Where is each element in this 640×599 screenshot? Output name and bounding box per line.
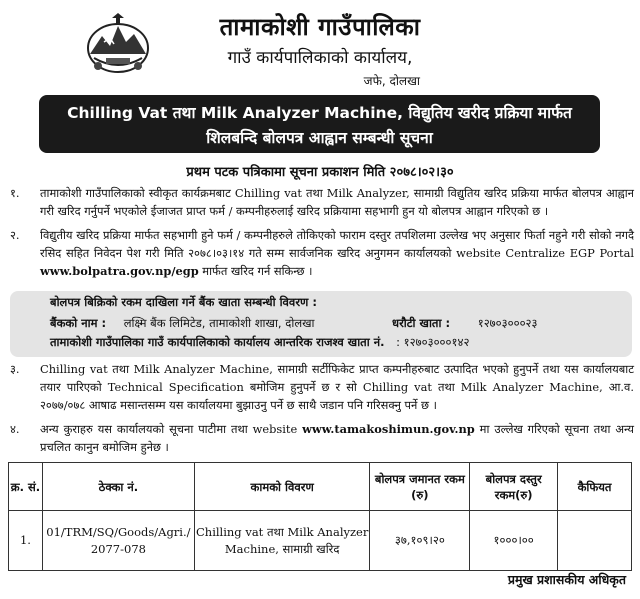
deposit-account-label: धरौटी खाता : [392, 316, 451, 330]
cell-bid-security: ३७,१०९।२० [370, 511, 470, 571]
bank-details-heading: बोलपत्र बिक्रिको रकम दाखिला गर्ने बैंक खाता सम्बन्धी विवरण : [50, 295, 317, 309]
header-bid-security: बोलपत्र जमानत रकम (रु) [370, 463, 470, 511]
paragraph-text: विद्युतीय खरिद प्रक्रिया मार्फत सहभागी हुने फर्म / कम्पनीहरुले तोकिएको फाराम दस्तुर तपशिलमा उल्लेख भए अनुसार फिर्ता नहुने गरी सोको नगदै रसिद सहित निवेदन पेश गरी मिति २०७८।०३।१४ गते सम्म सार्वजनिक खरिद अनुगमन कार्यालयको website Centralize EGP Portal [40, 228, 634, 260]
municipality-website-link[interactable]: www.tamakoshimun.gov.np [302, 422, 475, 436]
revenue-account-value: : १२७०३०००१४२ [396, 335, 470, 349]
letterhead [0, 0, 640, 96]
notice-title-banner [39, 95, 600, 153]
paragraph-1 [10, 184, 634, 220]
cell-bid-fee: १०००।०० [470, 511, 558, 571]
paragraph-text-end: मार्फत खरिद गर्न सकिन्छ । [198, 264, 313, 278]
revenue-account-label: तामाकोशी गाउँपालिका गाउँ कार्यपालिकाको कार्यालय आन्तरिक राजश्व खाता नं. [50, 335, 385, 349]
bank-name-label: बैंकको नाम : [50, 316, 107, 330]
header-serial: क्र. सं. [9, 463, 43, 511]
paragraph-text-end: मा उल्लेख गरिएको सूचना तथा अन्य प्रचलित कानुन बमोजिम हुनेछ । [40, 422, 634, 454]
paragraph-number: २. [10, 228, 20, 242]
header-contract-no: ठेक्का नं. [42, 463, 194, 511]
bank-name-value: लक्ष्मि बैंक लिमिटेड, तामाकोशी शाखा, दोलखा [123, 316, 315, 330]
paragraph-2 [10, 226, 634, 280]
table-header-row [9, 463, 632, 511]
cell-contract-no: 01/TRM/SQ/Goods/Agri./ 2077-078 [42, 511, 194, 571]
cell-description: Chilling vat तथा Milk Analyzer Machine, सामाग्री खरिद [194, 511, 370, 571]
paragraph-number: ३. [10, 362, 20, 376]
table-row [9, 511, 632, 571]
paragraph-number: १. [10, 186, 20, 200]
organization-name: तामाकोशी गाउँपालिका [219, 13, 421, 41]
cell-remarks [558, 511, 632, 571]
office-address: जफे, दोलखा [363, 74, 420, 88]
government-emblem-icon [84, 12, 152, 76]
paragraph-text: अन्य कुराहरु यस कार्यालयको सूचना पाटीमा तथा website [40, 422, 303, 436]
deposit-account-value: १२७०३०००२३ [477, 316, 538, 330]
cell-serial: 1. [9, 511, 43, 571]
tender-table [8, 462, 632, 571]
banner-line-1: Chilling Vat तथा Milk Analyzer Machine, विद्युतिय खरीद प्रक्रिया मार्फत [67, 104, 572, 122]
paragraph-text: Chilling vat तथा Milk Analyzer Machine, सामाग्री सर्टीफिकेट प्राप्त कम्पनीहरुबाट उत्पादित भएको हुनुपर्ने तथा यस कार्यालयबाट तयार पारिएको Technical Specification बमोजिम हुनुपर्ने छ र सो Chilling vat तथा Milk Analyzer Machine, आ.व. २०७७/०७८ आषाढ मसान्तसम्म यस कार्यालयमा बुझाउनु पर्ने छ साथै जडान पनि गरिसक्नु पर्ने छ । [40, 362, 634, 412]
header-bid-fee: बोलपत्र दस्तुर रकम(रु) [470, 463, 558, 511]
paragraph-number: ४. [10, 422, 20, 436]
signatory-title: प्रमुख प्रशासकीय अधिकृत [507, 572, 626, 587]
header-description: कामको विवरण [194, 463, 370, 511]
office-name: गाउँ कार्यपालिकाको कार्यालय, [227, 48, 413, 68]
banner-line-2: शिलबन्दि बोलपत्र आह्वान सम्बन्धी सूचना [206, 129, 433, 147]
bank-details-box [10, 291, 632, 357]
paragraph-text: तामाकोशी गाउँपालिकाको स्वीकृत कार्यक्रमबाट Chilling vat तथा Milk Analyzer, सामाग्री विद्युतिय खरिद प्रक्रिया मार्फत बोलपत्र आह्वान गरी खरिद गर्नुपर्ने भएकोले ईजाजत प्राप्त फर्म / कम्पनीहरुलाई खरिद प्रक्रियामा सहभागी हुन यो बोलपत्र आह्वान गरिएको छ । [40, 186, 634, 218]
header-remarks: कैफियत [558, 463, 632, 511]
paragraph-4 [10, 420, 634, 456]
paragraph-3 [10, 360, 634, 414]
egp-portal-link[interactable]: www.bolpatra.gov.np/egp [40, 264, 199, 278]
publication-date: प्रथम पटक पत्रिकामा सूचना प्रकाशन मिति २०७८।०२।३० [186, 165, 454, 180]
